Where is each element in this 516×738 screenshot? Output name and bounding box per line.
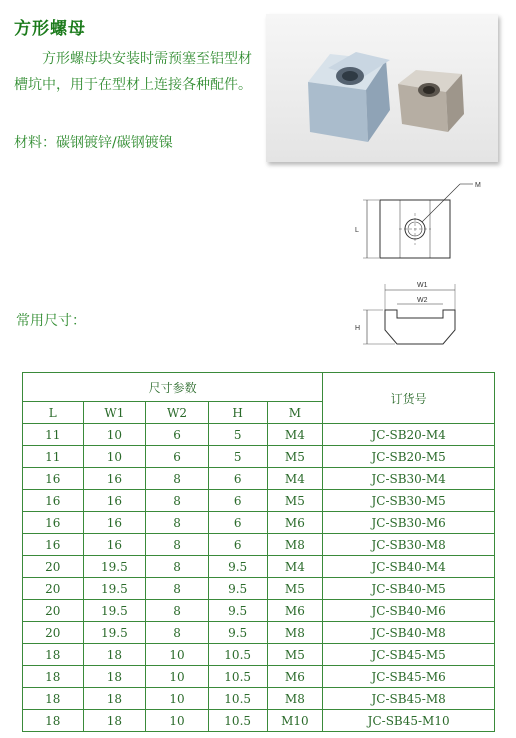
size-cell: M6 — [267, 512, 323, 534]
size-cell: M5 — [267, 578, 323, 600]
table-row — [23, 512, 495, 534]
size-cell: 18 — [83, 644, 146, 666]
technical-drawing — [345, 172, 495, 371]
size-cell: 18 — [23, 644, 84, 666]
table-row — [23, 490, 495, 512]
size-cell: 9.5 — [208, 600, 267, 622]
size-cell: 8 — [146, 490, 209, 512]
size-cell: M8 — [267, 622, 323, 644]
size-cell: M5 — [267, 644, 323, 666]
square-nut-photo-icon — [266, 14, 498, 162]
size-cell: 8 — [146, 556, 209, 578]
order-number-cell: JC-SB30-M6 — [323, 512, 495, 534]
size-cell: 8 — [146, 578, 209, 600]
size-cell: 8 — [146, 468, 209, 490]
order-number-cell: JC-SB40-M4 — [323, 556, 495, 578]
order-number-cell: JC-SB20-M4 — [323, 424, 495, 446]
size-cell: 20 — [23, 578, 84, 600]
size-cell: M4 — [267, 424, 323, 446]
table-row — [23, 644, 495, 666]
size-cell: 20 — [23, 556, 84, 578]
size-cell: 9.5 — [208, 578, 267, 600]
size-cell: 8 — [146, 534, 209, 556]
order-number-cell: JC-SB45-M10 — [323, 710, 495, 732]
order-number-cell: JC-SB40-M6 — [323, 600, 495, 622]
column-header: W1 — [83, 402, 146, 424]
order-number-cell: JC-SB45-M6 — [323, 666, 495, 688]
column-header: H — [208, 402, 267, 424]
size-cell: 16 — [83, 490, 146, 512]
material-info: 材料：碳钢镀锌/碳钢镀镍 — [14, 135, 173, 151]
size-cell: 16 — [23, 534, 84, 556]
table-row — [23, 556, 495, 578]
label-w2: W2 — [417, 297, 428, 304]
size-cell: 8 — [146, 600, 209, 622]
order-number-cell: JC-SB20-M5 — [323, 446, 495, 468]
size-cell: 10 — [83, 446, 146, 468]
table-row — [23, 578, 495, 600]
size-cell: 10.5 — [208, 710, 267, 732]
order-number-cell: JC-SB45-M8 — [323, 688, 495, 710]
size-cell: 6 — [208, 468, 267, 490]
size-cell: 8 — [146, 512, 209, 534]
size-cell: M6 — [267, 600, 323, 622]
size-cell: M4 — [267, 556, 323, 578]
size-cell: 10 — [146, 688, 209, 710]
table-row — [23, 622, 495, 644]
size-table — [22, 372, 495, 732]
size-cell: 19.5 — [83, 622, 146, 644]
size-params-header: 尺寸参数 — [23, 373, 323, 402]
order-number-cell: JC-SB40-M5 — [323, 578, 495, 600]
table-row — [23, 424, 495, 446]
size-cell: M10 — [267, 710, 323, 732]
size-cell: M8 — [267, 688, 323, 710]
size-cell: 11 — [23, 424, 84, 446]
size-cell: M4 — [267, 468, 323, 490]
page-title: 方形螺母 — [14, 19, 86, 39]
common-sizes-label: 常用尺寸： — [16, 313, 86, 329]
size-cell: M6 — [267, 666, 323, 688]
size-cell: 20 — [23, 622, 84, 644]
label-w1: W1 — [417, 282, 428, 289]
table-row — [23, 710, 495, 732]
size-cell: 18 — [83, 710, 146, 732]
label-m: M — [475, 182, 481, 189]
size-cell: M8 — [267, 534, 323, 556]
column-header: L — [23, 402, 84, 424]
size-cell: 8 — [146, 622, 209, 644]
size-cell: 5 — [208, 424, 267, 446]
size-cell: 6 — [208, 490, 267, 512]
size-cell: 6 — [208, 512, 267, 534]
size-cell: 19.5 — [83, 600, 146, 622]
order-number-cell: JC-SB30-M5 — [323, 490, 495, 512]
order-number-header: 订货号 — [323, 373, 495, 424]
size-cell: 10 — [146, 666, 209, 688]
label-h: H — [355, 325, 361, 332]
size-cell: 11 — [23, 446, 84, 468]
order-number-cell: JC-SB30-M4 — [323, 468, 495, 490]
size-cell: 6 — [146, 446, 209, 468]
table-row — [23, 534, 495, 556]
order-number-cell: JC-SB45-M5 — [323, 644, 495, 666]
dimension-drawing — [345, 172, 495, 367]
size-cell: 16 — [23, 490, 84, 512]
size-cell: 16 — [83, 512, 146, 534]
table-row — [23, 688, 495, 710]
table-row — [23, 666, 495, 688]
size-cell: 10 — [83, 424, 146, 446]
size-cell: 18 — [83, 688, 146, 710]
order-number-cell: JC-SB30-M8 — [323, 534, 495, 556]
size-cell: 10 — [146, 644, 209, 666]
size-cell: 20 — [23, 600, 84, 622]
product-photo — [266, 14, 498, 162]
size-cell: 18 — [23, 666, 84, 688]
table-row — [23, 468, 495, 490]
label-l: L — [355, 227, 359, 234]
table-row — [23, 600, 495, 622]
size-cell: M5 — [267, 490, 323, 512]
size-cell: 19.5 — [83, 578, 146, 600]
order-number-cell: JC-SB40-M8 — [323, 622, 495, 644]
size-cell: 16 — [23, 512, 84, 534]
size-cell: 6 — [208, 534, 267, 556]
product-description: 方形螺母块安装时需预塞至铝型材槽坑中，用于在型材上连接各种配件。 — [14, 51, 252, 93]
size-cell: 16 — [83, 468, 146, 490]
size-cell: 18 — [23, 710, 84, 732]
size-cell: 5 — [208, 446, 267, 468]
size-cell: 9.5 — [208, 556, 267, 578]
size-cell: M5 — [267, 446, 323, 468]
size-cell: 9.5 — [208, 622, 267, 644]
column-header: M — [267, 402, 323, 424]
size-cell: 16 — [23, 468, 84, 490]
size-cell: 10 — [146, 710, 209, 732]
size-cell: 6 — [146, 424, 209, 446]
size-cell: 19.5 — [83, 556, 146, 578]
size-cell: 18 — [23, 688, 84, 710]
size-cell: 10.5 — [208, 688, 267, 710]
table-body — [23, 424, 495, 732]
size-cell: 16 — [83, 534, 146, 556]
size-cell: 18 — [83, 666, 146, 688]
table-row — [23, 446, 495, 468]
size-cell: 10.5 — [208, 644, 267, 666]
size-cell: 10.5 — [208, 666, 267, 688]
column-header: W2 — [146, 402, 209, 424]
